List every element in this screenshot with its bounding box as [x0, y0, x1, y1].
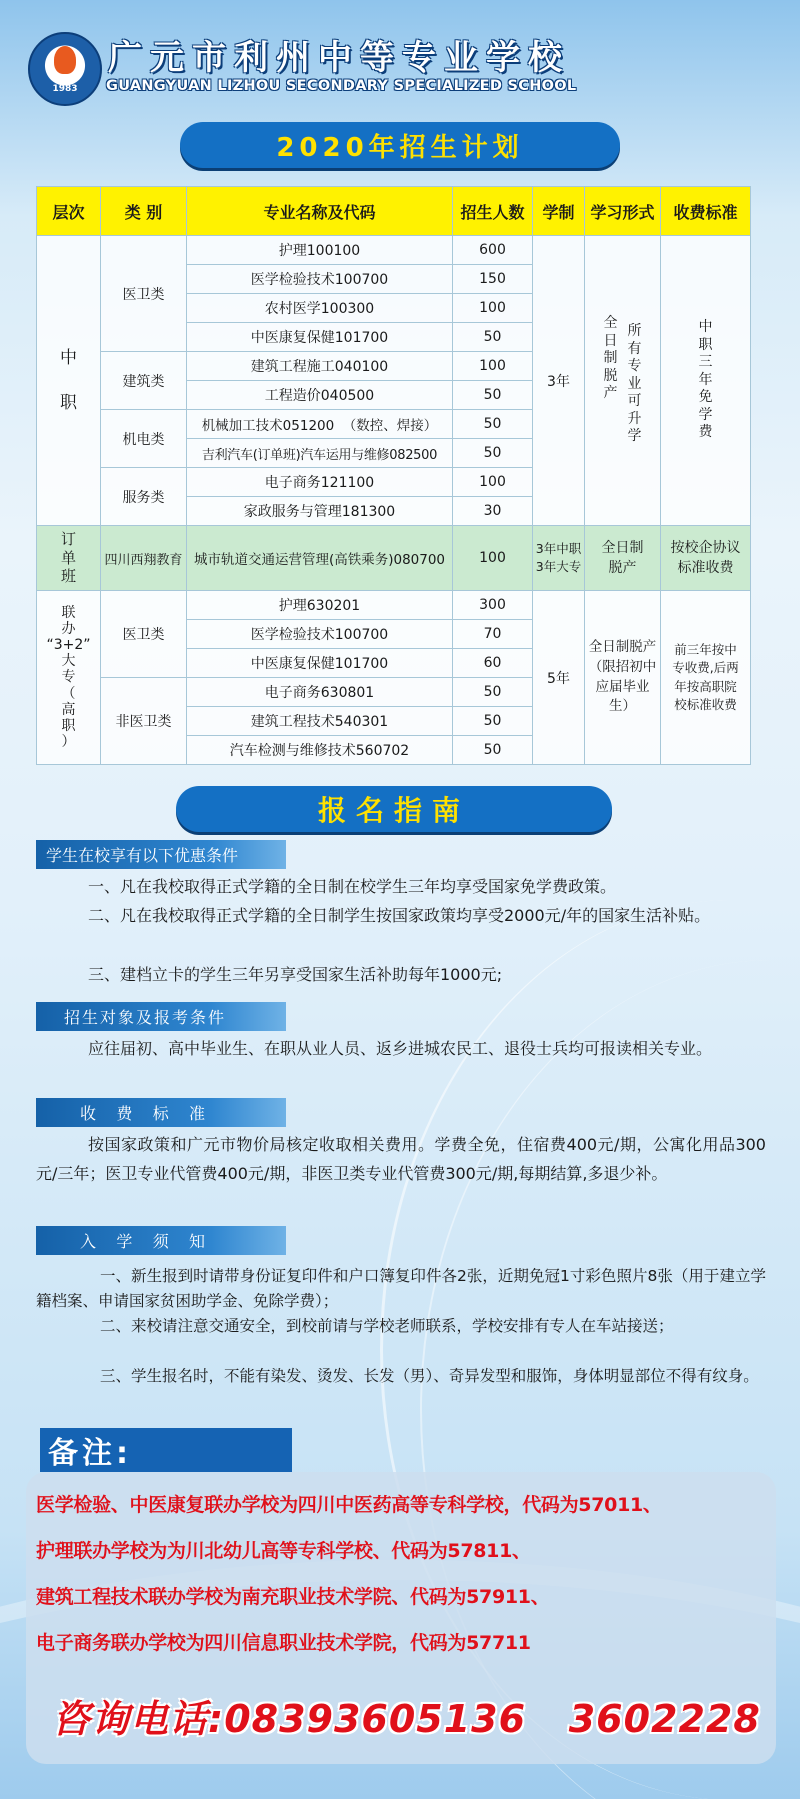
table-row	[37, 236, 751, 265]
category-cell: 非医卫类	[101, 678, 187, 765]
benefit-item-2: 二、凡在我校取得正式学籍的全日制学生按国家政策均享受2000元/年的国家生活补贴。	[88, 906, 711, 925]
major-cell: 建筑工程施工040100	[187, 352, 453, 381]
upgrade-note: 所 有 专 业 可 升 学	[627, 323, 642, 445]
benefits-heading: 学生在校享有以下优惠条件	[36, 840, 286, 869]
targets-text: 应往届初、高中毕业生、在职从业人员、返乡进城农民工、退役士兵均可报读相关专业。	[88, 1039, 713, 1058]
category-cell: 医卫类	[101, 591, 187, 678]
category-cell: 建筑类	[101, 352, 187, 410]
benefit-item-3: 三、建档立卡的学生三年另享受国家生活补助每年1000元;	[88, 965, 503, 984]
count-cell: 50	[453, 707, 533, 736]
logo-year: 1983	[52, 84, 78, 94]
major-cell: 护理630201	[187, 591, 453, 620]
benefit-item-1: 一、凡在我校取得正式学籍的全日制在校学生三年均享受国家免学费政策。	[88, 877, 617, 896]
table-row	[37, 591, 751, 620]
col-header-form: 学习形式	[585, 187, 661, 236]
count-cell: 50	[453, 736, 533, 765]
admission-item-3: 三、学生报名时，不能有染发、烫发、长发（男）、奇异发型和服饰，身体明显部位不得有纹身。	[100, 1367, 759, 1385]
form-dingdan: 全日制 脱产	[585, 526, 661, 591]
duration-zhongzhi: 3年	[533, 236, 585, 526]
count-cell: 100	[453, 294, 533, 323]
major-cell: 护理100100	[187, 236, 453, 265]
notes-heading-bar	[40, 1428, 292, 1472]
col-header-fee: 收费标准	[661, 187, 751, 236]
major-cell: 医学检验技术100700	[187, 265, 453, 294]
major-cell: 机械加工技术051200 （数控、焊接）	[187, 410, 453, 439]
table-header-row	[37, 187, 751, 236]
col-header-category: 类 别	[101, 187, 187, 236]
school-name-en: GUANGYUAN LIZHOU SECONDARY SPECIALIZED SCHOOL	[106, 78, 577, 94]
guide-title: 报名指南	[317, 794, 470, 827]
note-line-2: 护理联办学校为为川北幼儿高等专科学校、代码为57811、	[36, 1540, 531, 1562]
count-cell: 30	[453, 497, 533, 526]
major-cell: 电子商务121100	[187, 468, 453, 497]
flame-icon	[54, 46, 76, 74]
major-cell: 吉利汽车(订单班)汽车运用与维修082500	[187, 439, 453, 468]
count-cell: 70	[453, 620, 533, 649]
level-lianban: 联 办 “3+2” 大 专 （ 高 职 ）	[37, 591, 101, 765]
school-logo-icon	[28, 32, 102, 106]
note-line-4: 电子商务联办学校为四川信息职业技术学院，代码为57711	[36, 1632, 531, 1654]
plan-title: 2020年招生计划	[276, 132, 524, 163]
count-cell: 100	[453, 468, 533, 497]
col-header-duration: 学制	[533, 187, 585, 236]
admission-item-2: 二、来校请注意交通安全，到校前请与学校老师联系，学校安排有专人在车站接送；	[100, 1317, 674, 1335]
col-header-major: 专业名称及代码	[187, 187, 453, 236]
duration-dingdan: 3年中职 3年大专	[533, 526, 585, 591]
form-zhongzhi	[585, 236, 661, 526]
major-cell: 中医康复保健101700	[187, 323, 453, 352]
count-cell: 50	[453, 323, 533, 352]
form-zhongzhi-text: 全 日 制 脱 产	[603, 315, 618, 402]
major-cell: 电子商务630801	[187, 678, 453, 707]
table-row	[37, 526, 751, 591]
school-header	[28, 30, 768, 110]
col-header-count: 招生人数	[453, 187, 533, 236]
note-line-1: 医学检验、中医康复联办学校为四川中医药高等专科学校，代码为57011、	[36, 1494, 662, 1516]
count-cell: 150	[453, 265, 533, 294]
major-cell: 城市轨道交通运营管理(高铁乘务)080700	[187, 526, 453, 591]
count-cell: 50	[453, 381, 533, 410]
enrollment-plan-table	[36, 186, 751, 765]
major-cell: 建筑工程技术540301	[187, 707, 453, 736]
count-cell: 600	[453, 236, 533, 265]
fee-lianban: 前三年按中 专收费,后两 年按高职院 校标准收费	[661, 591, 751, 765]
duration-lianban: 5年	[533, 591, 585, 765]
count-cell: 50	[453, 439, 533, 468]
guide-title-banner	[176, 786, 612, 832]
plan-title-banner	[180, 122, 620, 168]
major-cell: 中医康复保健101700	[187, 649, 453, 678]
notes-heading: 备注:	[48, 1436, 132, 1471]
hotline: 咨询电话:08393605136 3602228	[52, 1697, 761, 1741]
form-lianban: 全日制脱产 （限招初中 应届毕业 生）	[585, 591, 661, 765]
fees-heading: 收 费 标 准	[36, 1098, 286, 1127]
targets-heading: 招生对象及报考条件	[36, 1002, 286, 1031]
count-cell: 50	[453, 410, 533, 439]
category-cell: 医卫类	[101, 236, 187, 352]
major-cell: 家政服务与管理181300	[187, 497, 453, 526]
category-cell: 机电类	[101, 410, 187, 468]
count-cell: 100	[453, 352, 533, 381]
fee-zhongzhi: 中 职 三 年 免 学 费	[661, 236, 751, 526]
col-header-level: 层次	[37, 187, 101, 236]
count-cell: 100	[453, 526, 533, 591]
admission-heading: 入 学 须 知	[36, 1226, 286, 1255]
fees-text: 按国家政策和广元市物价局核定收取相关费用。学费全免，住宿费400元/期，公寓化用品300元/三年；医卫专业代管费400元/期，非医卫类专业代管费300元/期,每期结算,多退少补。	[36, 1135, 766, 1183]
major-cell: 工程造价040500	[187, 381, 453, 410]
school-name-cn: 广元市利州中等专业学校	[108, 38, 570, 78]
major-cell: 医学检验技术100700	[187, 620, 453, 649]
fee-dingdan: 按校企协议 标准收费	[661, 526, 751, 591]
category-cell: 服务类	[101, 468, 187, 526]
count-cell: 60	[453, 649, 533, 678]
count-cell: 50	[453, 678, 533, 707]
admission-item-1: 一、新生报到时请带身份证复印件和户口簿复印件各2张，近期免冠1寸彩色照片8张（用于建立学籍档案、申请国家贫困助学金、免除学费）；	[36, 1267, 766, 1310]
level-zhongzhi: 中 职	[37, 236, 101, 526]
category-cell: 四川西翔教育	[101, 526, 187, 591]
note-line-3: 建筑工程技术联办学校为南充职业技术学院、代码为57911、	[36, 1586, 550, 1608]
level-dingdan: 订 单 班	[37, 526, 101, 591]
major-cell: 汽车检测与维修技术560702	[187, 736, 453, 765]
major-cell: 农村医学100300	[187, 294, 453, 323]
count-cell: 300	[453, 591, 533, 620]
